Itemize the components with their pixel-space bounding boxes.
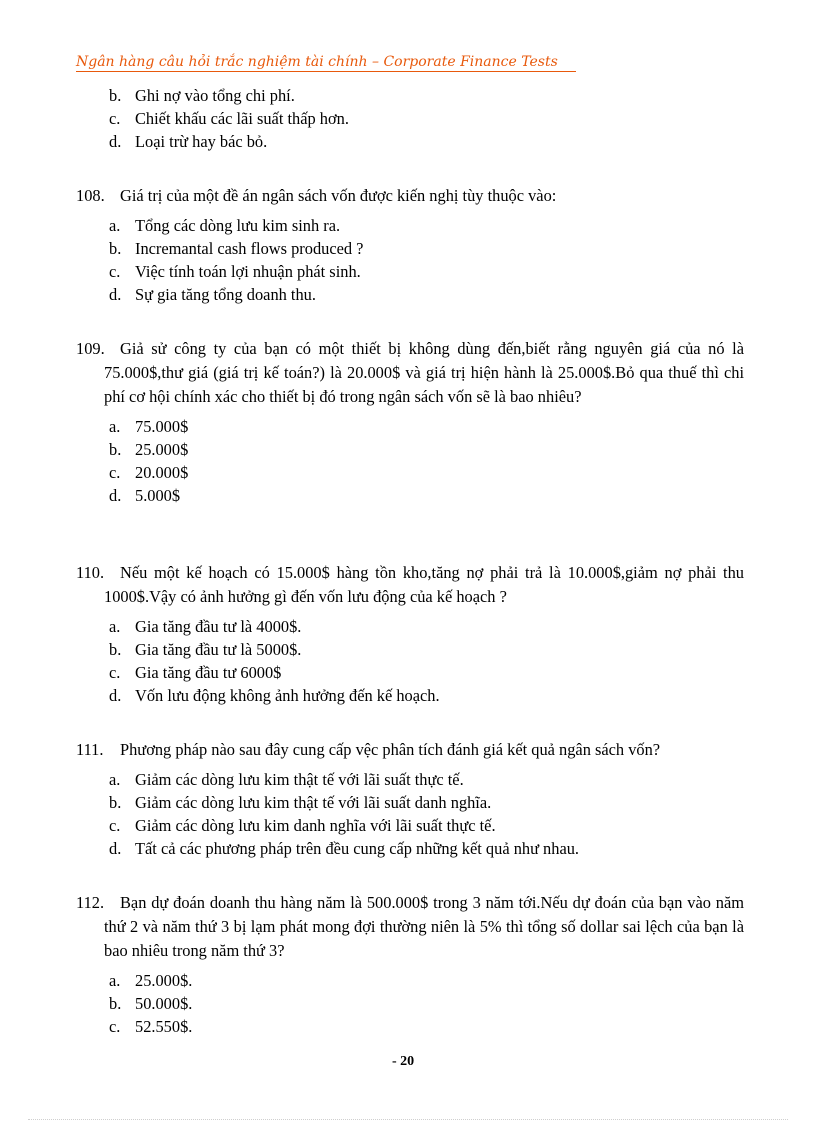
running-header: Ngân hàng câu hỏi trắc nghiệm tài chính – Corporate Finance Tests (76, 54, 576, 72)
option-item: a. 25.000$. (109, 971, 193, 990)
question-108 (76, 184, 744, 306)
option-item: a. Giảm các dòng lưu kim thật tế với lãi suất thực tế. (109, 770, 464, 789)
option-item: b. Giảm các dòng lưu kim thật tế với lãi suất danh nghĩa. (109, 793, 492, 812)
question-text: 110. Nếu một kế hoạch có 15.000$ hàng tồn kho,tăng nợ phải trả là 10.000$,giảm nợ phải thu 1000$.Vậy có ảnh hưởng gì đến vốn lưu động của kế hoạch ? (76, 563, 744, 606)
question-text: 109. Giả sử công ty của bạn có một thiết bị không dùng đến,biết rằng nguyên giá của nó là 75.000$,thư giá (giá trị kế toán?) là 20.000$ và giá trị hiện hành là 25.000$.Bỏ qua thuế thì chi phí cơ hội chính xác cho thiết bị đó trong ngân sách vốn sẽ là bao nhiêu? (76, 339, 744, 406)
option-item: c. 52.550$. (109, 1017, 193, 1036)
option-item: d. Loại trừ hay bác bỏ. (109, 132, 268, 151)
option-item: c. Việc tính toán lợi nhuận phát sinh. (109, 262, 361, 281)
option-item: c. Chiết khấu các lãi suất thấp hơn. (109, 109, 349, 128)
option-item: d. Sự gia tăng tổng doanh thu. (109, 285, 316, 304)
option-item: d. 5.000$ (109, 486, 181, 505)
option-item: c. Giảm các dòng lưu kim danh nghĩa với lãi suất thực tế. (109, 816, 496, 835)
question-text: 111. Phương pháp nào sau đây cung cấp vệc phân tích đánh giá kết quả ngân sách vốn? (76, 740, 661, 759)
option-item: b. Ghi nợ vào tổng chi phí. (109, 86, 295, 105)
option-item: b. Incremantal cash flows produced ? (109, 239, 364, 258)
page-number: - 20 (392, 1054, 415, 1069)
option-item: c. Gia tăng đầu tư 6000$ (109, 663, 282, 682)
question-text: 112. Bạn dự đoán doanh thu hàng năm là 500.000$ trong 3 năm tới.Nếu dự đoán của bạn vào năm thứ 2 và năm thứ 3 bị lạm phát mong đợi thường niên là 5% thì tổng số dollar sai lệch của bạn là bao nhiêu trong năm thứ 3? (76, 893, 744, 960)
question-110 (76, 561, 744, 707)
question-112 (76, 891, 744, 1038)
option-item: a. Gia tăng đầu tư là 4000$. (109, 617, 302, 636)
option-item: c. 20.000$ (109, 463, 189, 482)
option-item: b. 50.000$. (109, 994, 193, 1013)
option-item: d. Tất cả các phương pháp trên đều cung cấp những kết quả như nhau. (109, 839, 580, 858)
option-item: a. 75.000$ (109, 417, 189, 436)
question-111 (76, 738, 744, 860)
option-item: b. Gia tăng đầu tư là 5000$. (109, 640, 302, 659)
continued-options (76, 84, 744, 153)
option-item: d. Vốn lưu động không ảnh hưởng đến kế hoạch. (109, 686, 440, 705)
question-text: 108. Giá trị của một đề án ngân sách vốn được kiến nghị tùy thuộc vào: (76, 186, 557, 205)
page-divider (28, 1119, 788, 1120)
question-109 (76, 337, 744, 507)
option-item: b. 25.000$ (109, 440, 189, 459)
option-item: a. Tổng các dòng lưu kim sinh ra. (109, 216, 341, 235)
